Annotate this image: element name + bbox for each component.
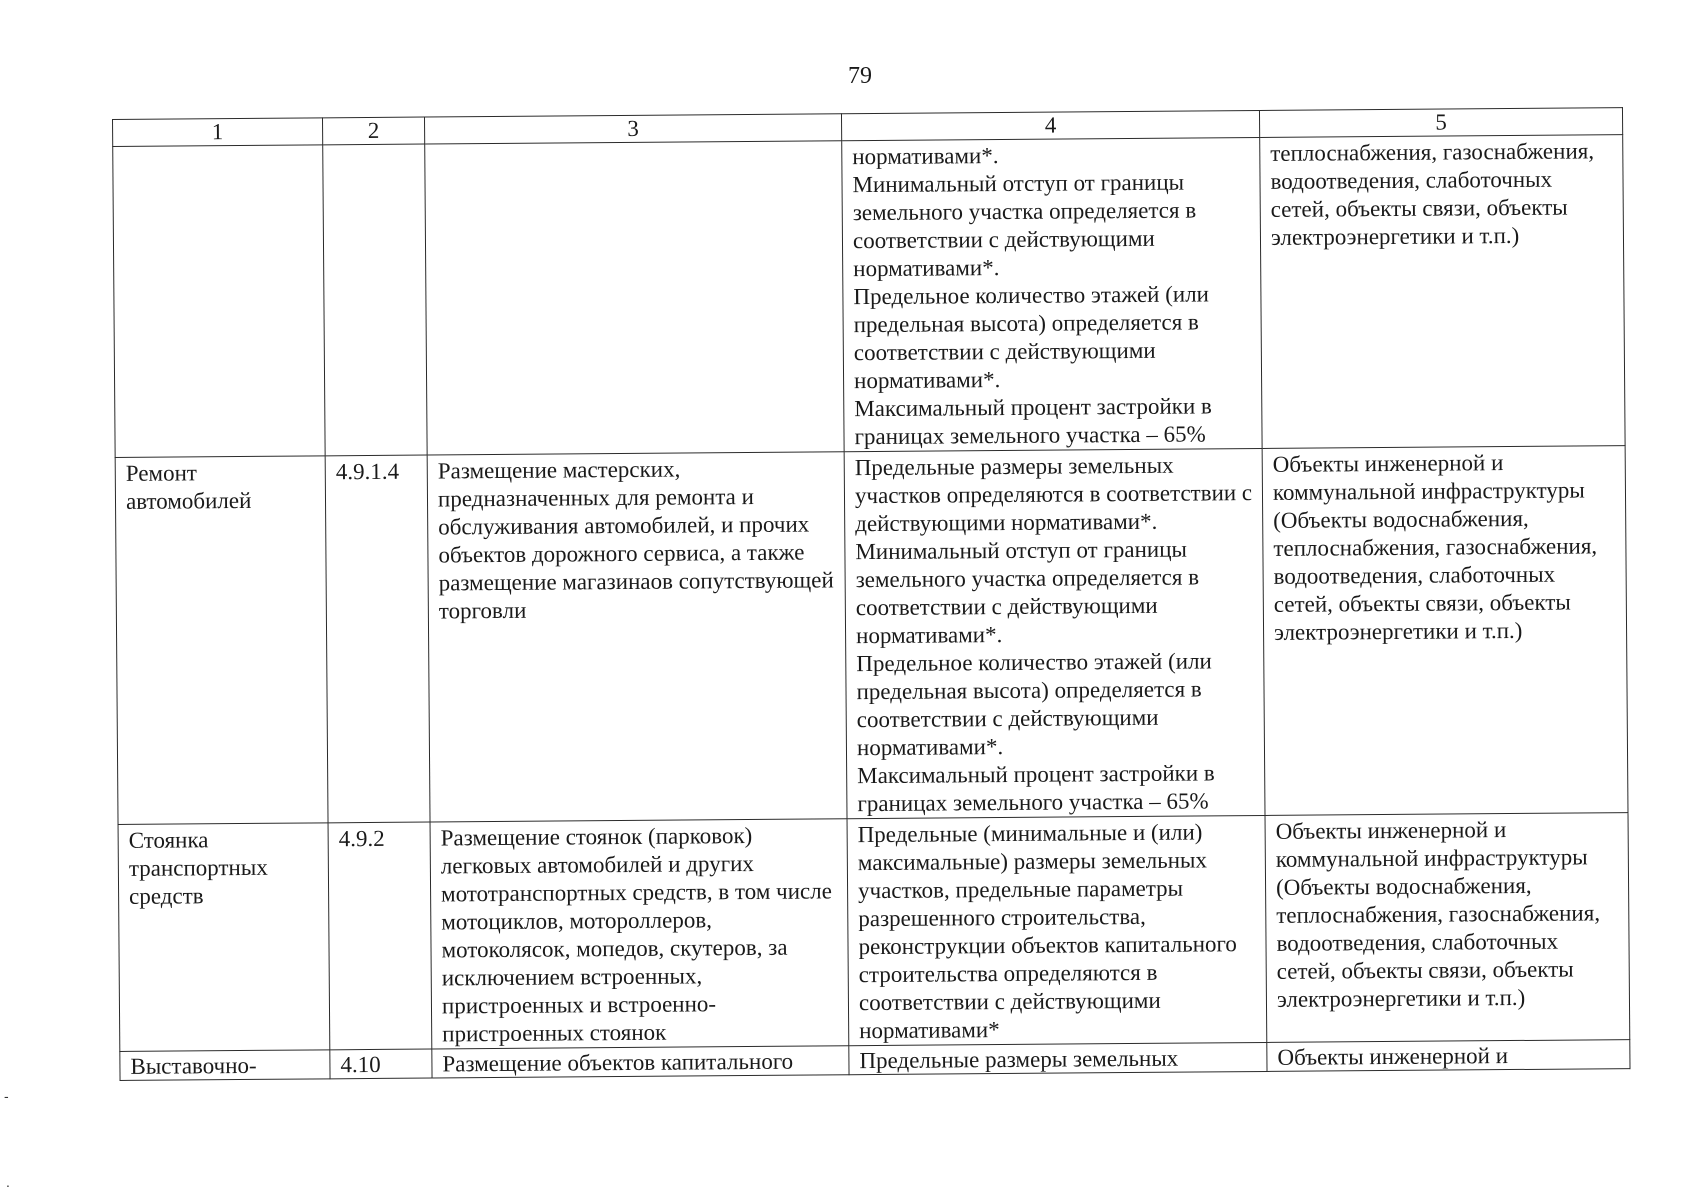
cell-use-code: 4.9.2: [328, 822, 432, 1050]
cell-use-name: Выставочно-: [120, 1050, 330, 1081]
cell-parameters: Предельные (минимальные и (или) максимальные) размеры земельных участков, предельные параметры разрешенного строительства, реконструкции объектов капитального строительства определяются в соответствии с действующими нормативами*: [847, 815, 1267, 1045]
document-sheet: [112, 107, 1630, 1081]
cell-use-description: Размещение мастерских, предназначенных для ремонта и обслуживания автомобилей, и прочих объектов дорожного сервиса, а также размещение магазинаов сопутствующей торговли: [427, 452, 847, 822]
cell-use-name: [113, 145, 325, 458]
cell-auxiliary-uses: Объекты инженерной и коммунальной инфраструктуры (Объекты водоснабжения, теплоснабжения, газоснабжения, водоотведения, слаботочных сетей, объекты связи, объекты электроэнергетики и т.п.): [1265, 813, 1630, 1043]
cell-use-name: Стоянка транспортных средств: [118, 823, 330, 1052]
margin-mark-dash: -: [4, 1088, 9, 1104]
cell-auxiliary-uses: теплоснабжения, газоснабжения, водоотведения, слаботочных сетей, объекты связи, объекты электроэнергетики и т.п.): [1260, 135, 1625, 449]
header-col-2: 2: [322, 117, 424, 145]
header-col-1: 1: [113, 118, 323, 147]
cell-parameters: нормативами*. Минимальный отступ от границы земельного участка определяется в соответствии с действующими нормативами*. Предельное количество этажей (или предельная высота) определяется в соответствии с действующими нормативами*. Максимальный процент застройки в границах земельного участка – 65%: [842, 137, 1262, 451]
cell-auxiliary-uses: Объекты инженерной и коммунальной инфраструктуры (Объекты водоснабжения, теплоснабжения, газоснабжения, водоотведения, слаботочных сетей, объекты связи, объекты электроэнергетики и т.п.): [1262, 446, 1628, 816]
cell-auxiliary-uses: Объекты инженерной и: [1267, 1040, 1630, 1072]
page-number: 79: [848, 63, 872, 89]
table-row-car-repair: [115, 446, 1628, 825]
header-col-4: 4: [841, 110, 1259, 140]
header-col-5: 5: [1259, 108, 1622, 138]
cell-use-description: Размещение стоянок (парковок) легковых автомобилей и других мототранспортных средств, в том числе мотоциклов, мотороллеров, мотоколясок, мопедов, скутеров, за исключением встроенных, пристроенных и встроенно-пристроенных стоянок: [430, 819, 849, 1049]
margin-mark-dot: .: [6, 1174, 10, 1190]
cell-use-name: Ремонт автомобилей: [115, 456, 328, 825]
cell-use-code: 4.9.1.4: [325, 455, 430, 823]
cell-use-code: [323, 144, 427, 456]
cell-parameters: Предельные размеры земельных: [849, 1042, 1267, 1074]
cell-use-code: 4.10: [330, 1049, 432, 1079]
table-row-vehicle-parking: [118, 813, 1630, 1052]
header-col-3: 3: [424, 114, 841, 144]
cell-parameters: Предельные размеры земельных участков определяются в соответствии с действующими нормативами*. Минимальный отступ от границы земельного участка определяется в соответствии с действующими нормативами*. Предельное количество этажей (или предельная высота) определяется в соответствии с действующими нормативами*. Максимальный процент застройки в границах земельного участка – 65%: [844, 448, 1265, 818]
regulations-table: [112, 107, 1631, 1081]
table-row-continuation: [113, 135, 1625, 458]
cell-use-description: Размещение объектов капитального: [432, 1046, 849, 1078]
cell-use-description: [425, 141, 844, 455]
